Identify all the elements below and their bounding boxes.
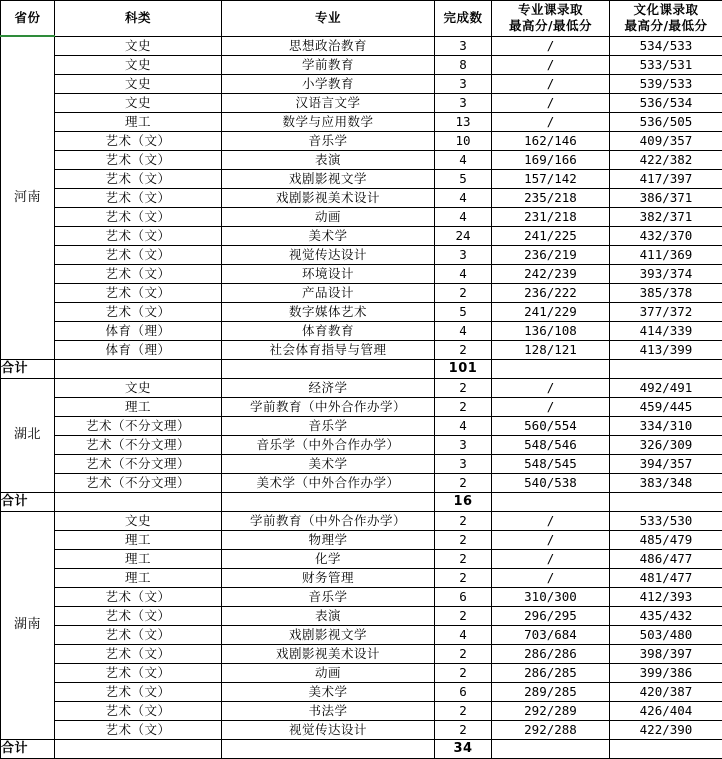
total-value: 34 <box>435 739 492 758</box>
prof-score-cell: 292/289 <box>492 701 610 720</box>
category-cell: 艺术（文） <box>55 606 222 625</box>
prof-score-cell: / <box>492 397 610 416</box>
total-empty <box>222 492 435 511</box>
category-cell: 艺术（不分文理） <box>55 454 222 473</box>
major-cell: 音乐学（中外合作办学） <box>222 435 435 454</box>
table-row <box>1 473 722 492</box>
completed-cell: 3 <box>435 435 492 454</box>
prof-score-cell: / <box>492 36 610 55</box>
category-cell: 艺术（文） <box>55 283 222 302</box>
completed-cell: 13 <box>435 112 492 131</box>
table-row <box>1 587 722 606</box>
prof-score-cell: 548/545 <box>492 454 610 473</box>
province-cell: 湖南 <box>1 511 55 739</box>
category-cell: 艺术（文） <box>55 720 222 739</box>
prof-score-cell: 231/218 <box>492 207 610 226</box>
cult-score-cell: 399/386 <box>610 663 722 682</box>
major-cell: 小学教育 <box>222 74 435 93</box>
prof-score-cell: 236/222 <box>492 283 610 302</box>
table-row <box>1 682 722 701</box>
cult-score-cell: 386/371 <box>610 188 722 207</box>
completed-cell: 24 <box>435 226 492 245</box>
prof-score-cell: 157/142 <box>492 169 610 188</box>
cult-score-cell: 422/382 <box>610 150 722 169</box>
cult-score-cell: 398/397 <box>610 644 722 663</box>
category-cell: 艺术（文） <box>55 188 222 207</box>
total-empty <box>492 492 610 511</box>
major-cell: 视觉传达设计 <box>222 720 435 739</box>
major-cell: 社会体育指导与管理 <box>222 340 435 359</box>
category-cell: 理工 <box>55 549 222 568</box>
prof-score-cell: / <box>492 549 610 568</box>
total-row <box>1 359 722 378</box>
completed-cell: 4 <box>435 150 492 169</box>
cult-score-cell: 393/374 <box>610 264 722 283</box>
major-cell: 音乐学 <box>222 416 435 435</box>
header-province: 省份 <box>1 1 55 37</box>
category-cell: 艺术（文） <box>55 587 222 606</box>
table-row <box>1 625 722 644</box>
header-prof-score-line2: 最高分/最低分 <box>492 18 609 34</box>
category-cell: 文史 <box>55 55 222 74</box>
table-row <box>1 511 722 530</box>
header-prof-score-line1: 专业课录取 <box>492 2 609 18</box>
category-cell: 艺术（文） <box>55 245 222 264</box>
prof-score-cell: 560/554 <box>492 416 610 435</box>
cult-score-cell: 481/477 <box>610 568 722 587</box>
major-cell: 经济学 <box>222 378 435 397</box>
table-row <box>1 112 722 131</box>
prof-score-cell: 128/121 <box>492 340 610 359</box>
table-row <box>1 131 722 150</box>
major-cell: 书法学 <box>222 701 435 720</box>
completed-cell: 4 <box>435 207 492 226</box>
category-cell: 艺术（文） <box>55 682 222 701</box>
total-empty <box>222 359 435 378</box>
category-cell: 艺术（不分文理） <box>55 473 222 492</box>
completed-cell: 2 <box>435 663 492 682</box>
prof-score-cell: / <box>492 511 610 530</box>
cult-score-cell: 492/491 <box>610 378 722 397</box>
major-cell: 财务管理 <box>222 568 435 587</box>
cult-score-cell: 536/505 <box>610 112 722 131</box>
major-cell: 体育教育 <box>222 321 435 340</box>
table-body <box>1 36 722 758</box>
cult-score-cell: 382/371 <box>610 207 722 226</box>
table-row <box>1 74 722 93</box>
major-cell: 学前教育（中外合作办学） <box>222 397 435 416</box>
completed-cell: 2 <box>435 720 492 739</box>
major-cell: 动画 <box>222 663 435 682</box>
cult-score-cell: 414/339 <box>610 321 722 340</box>
total-row <box>1 492 722 511</box>
cult-score-cell: 334/310 <box>610 416 722 435</box>
completed-cell: 4 <box>435 264 492 283</box>
cult-score-cell: 417/397 <box>610 169 722 188</box>
table-row <box>1 93 722 112</box>
major-cell: 音乐学 <box>222 131 435 150</box>
prof-score-cell: 292/288 <box>492 720 610 739</box>
cult-score-cell: 394/357 <box>610 454 722 473</box>
prof-score-cell: / <box>492 74 610 93</box>
cult-score-cell: 411/369 <box>610 245 722 264</box>
prof-score-cell: 310/300 <box>492 587 610 606</box>
category-cell: 理工 <box>55 568 222 587</box>
total-empty <box>55 739 222 758</box>
completed-cell: 2 <box>435 378 492 397</box>
category-cell: 理工 <box>55 530 222 549</box>
table-row <box>1 169 722 188</box>
prof-score-cell: 241/229 <box>492 302 610 321</box>
completed-cell: 2 <box>435 644 492 663</box>
table-row <box>1 378 722 397</box>
total-label: 合计 <box>1 739 55 758</box>
cult-score-cell: 459/445 <box>610 397 722 416</box>
table-row <box>1 226 722 245</box>
prof-score-cell: / <box>492 378 610 397</box>
header-completed: 完成数 <box>435 1 492 37</box>
prof-score-cell: 241/225 <box>492 226 610 245</box>
completed-cell: 2 <box>435 283 492 302</box>
major-cell: 戏剧影视美术设计 <box>222 644 435 663</box>
major-cell: 化学 <box>222 549 435 568</box>
completed-cell: 2 <box>435 606 492 625</box>
category-cell: 文史 <box>55 378 222 397</box>
header-cult-score <box>610 1 722 37</box>
cult-score-cell: 536/534 <box>610 93 722 112</box>
cult-score-cell: 377/372 <box>610 302 722 321</box>
major-cell: 物理学 <box>222 530 435 549</box>
completed-cell: 3 <box>435 245 492 264</box>
total-empty <box>492 739 610 758</box>
category-cell: 体育（理） <box>55 340 222 359</box>
cult-score-cell: 432/370 <box>610 226 722 245</box>
completed-cell: 6 <box>435 682 492 701</box>
completed-cell: 3 <box>435 454 492 473</box>
table-row <box>1 188 722 207</box>
category-cell: 文史 <box>55 511 222 530</box>
major-cell: 表演 <box>222 606 435 625</box>
total-empty <box>610 739 722 758</box>
major-cell: 戏剧影视美术设计 <box>222 188 435 207</box>
completed-cell: 6 <box>435 587 492 606</box>
header-category: 科类 <box>55 1 222 37</box>
cult-score-cell: 413/399 <box>610 340 722 359</box>
cult-score-cell: 326/309 <box>610 435 722 454</box>
completed-cell: 4 <box>435 416 492 435</box>
completed-cell: 3 <box>435 74 492 93</box>
category-cell: 理工 <box>55 112 222 131</box>
cult-score-cell: 486/477 <box>610 549 722 568</box>
table-row <box>1 568 722 587</box>
cult-score-cell: 485/479 <box>610 530 722 549</box>
prof-score-cell: / <box>492 93 610 112</box>
cult-score-cell: 435/432 <box>610 606 722 625</box>
cult-score-cell: 533/530 <box>610 511 722 530</box>
completed-cell: 2 <box>435 568 492 587</box>
table-row <box>1 264 722 283</box>
category-cell: 艺术（文） <box>55 302 222 321</box>
completed-cell: 4 <box>435 188 492 207</box>
prof-score-cell: / <box>492 530 610 549</box>
table-row <box>1 435 722 454</box>
major-cell: 美术学 <box>222 682 435 701</box>
prof-score-cell: 236/219 <box>492 245 610 264</box>
category-cell: 艺术（文） <box>55 226 222 245</box>
table-row <box>1 720 722 739</box>
prof-score-cell: 286/286 <box>492 644 610 663</box>
table-row <box>1 283 722 302</box>
total-value: 101 <box>435 359 492 378</box>
prof-score-cell: 235/218 <box>492 188 610 207</box>
table-row <box>1 207 722 226</box>
header-cult-score-line1: 文化课录取 <box>610 2 722 18</box>
completed-cell: 2 <box>435 397 492 416</box>
completed-cell: 2 <box>435 701 492 720</box>
prof-score-cell: 242/239 <box>492 264 610 283</box>
major-cell: 思想政治教育 <box>222 36 435 55</box>
prof-score-cell: 703/684 <box>492 625 610 644</box>
cult-score-cell: 385/378 <box>610 283 722 302</box>
cult-score-cell: 534/533 <box>610 36 722 55</box>
prof-score-cell: 289/285 <box>492 682 610 701</box>
total-empty <box>55 359 222 378</box>
prof-score-cell: 540/538 <box>492 473 610 492</box>
table-row <box>1 530 722 549</box>
prof-score-cell: 548/546 <box>492 435 610 454</box>
table-row <box>1 549 722 568</box>
prof-score-cell: 162/146 <box>492 131 610 150</box>
prof-score-cell: / <box>492 55 610 74</box>
table-row <box>1 55 722 74</box>
total-empty <box>222 739 435 758</box>
table-row <box>1 150 722 169</box>
completed-cell: 5 <box>435 302 492 321</box>
completed-cell: 4 <box>435 625 492 644</box>
major-cell: 戏剧影视文学 <box>222 169 435 188</box>
completed-cell: 3 <box>435 36 492 55</box>
table-row <box>1 606 722 625</box>
prof-score-cell: 169/166 <box>492 150 610 169</box>
table-row <box>1 454 722 473</box>
header-cult-score-line2: 最高分/最低分 <box>610 18 722 34</box>
completed-cell: 2 <box>435 511 492 530</box>
category-cell: 文史 <box>55 74 222 93</box>
total-label: 合计 <box>1 492 55 511</box>
total-empty <box>492 359 610 378</box>
prof-score-cell: 286/285 <box>492 663 610 682</box>
major-cell: 音乐学 <box>222 587 435 606</box>
category-cell: 艺术（文） <box>55 207 222 226</box>
major-cell: 环境设计 <box>222 264 435 283</box>
total-empty <box>610 492 722 511</box>
cult-score-cell: 539/533 <box>610 74 722 93</box>
completed-cell: 2 <box>435 473 492 492</box>
category-cell: 艺术（不分文理） <box>55 416 222 435</box>
prof-score-cell: / <box>492 112 610 131</box>
header-prof-score <box>492 1 610 37</box>
total-empty <box>55 492 222 511</box>
table-row <box>1 663 722 682</box>
category-cell: 文史 <box>55 36 222 55</box>
major-cell: 视觉传达设计 <box>222 245 435 264</box>
major-cell: 美术学（中外合作办学） <box>222 473 435 492</box>
completed-cell: 2 <box>435 549 492 568</box>
category-cell: 艺术（文） <box>55 663 222 682</box>
completed-cell: 2 <box>435 530 492 549</box>
table-row <box>1 36 722 55</box>
major-cell: 汉语言文学 <box>222 93 435 112</box>
total-label: 合计 <box>1 359 55 378</box>
category-cell: 艺术（不分文理） <box>55 435 222 454</box>
cult-score-cell: 409/357 <box>610 131 722 150</box>
table-row <box>1 701 722 720</box>
cult-score-cell: 533/531 <box>610 55 722 74</box>
category-cell: 文史 <box>55 93 222 112</box>
major-cell: 学前教育（中外合作办学） <box>222 511 435 530</box>
cult-score-cell: 383/348 <box>610 473 722 492</box>
category-cell: 艺术（文） <box>55 701 222 720</box>
cult-score-cell: 420/387 <box>610 682 722 701</box>
category-cell: 艺术（文） <box>55 169 222 188</box>
category-cell: 艺术（文） <box>55 131 222 150</box>
cult-score-cell: 503/480 <box>610 625 722 644</box>
table-row <box>1 644 722 663</box>
category-cell: 艺术（文） <box>55 625 222 644</box>
major-cell: 美术学 <box>222 454 435 473</box>
total-empty <box>610 359 722 378</box>
province-cell: 湖北 <box>1 378 55 492</box>
major-cell: 数字媒体艺术 <box>222 302 435 321</box>
cult-score-cell: 426/404 <box>610 701 722 720</box>
major-cell: 产品设计 <box>222 283 435 302</box>
category-cell: 理工 <box>55 397 222 416</box>
province-cell: 河南 <box>1 36 55 359</box>
major-cell: 动画 <box>222 207 435 226</box>
total-row <box>1 739 722 758</box>
total-value: 16 <box>435 492 492 511</box>
major-cell: 美术学 <box>222 226 435 245</box>
table-row <box>1 416 722 435</box>
table-row <box>1 321 722 340</box>
completed-cell: 8 <box>435 55 492 74</box>
major-cell: 学前教育 <box>222 55 435 74</box>
prof-score-cell: 136/108 <box>492 321 610 340</box>
category-cell: 体育（理） <box>55 321 222 340</box>
major-cell: 戏剧影视文学 <box>222 625 435 644</box>
table-row <box>1 340 722 359</box>
category-cell: 艺术（文） <box>55 644 222 663</box>
prof-score-cell: / <box>492 568 610 587</box>
header-major: 专业 <box>222 1 435 37</box>
major-cell: 表演 <box>222 150 435 169</box>
table-row <box>1 302 722 321</box>
prof-score-cell: 296/295 <box>492 606 610 625</box>
completed-cell: 2 <box>435 340 492 359</box>
completed-cell: 4 <box>435 321 492 340</box>
completed-cell: 5 <box>435 169 492 188</box>
header-row <box>1 1 722 37</box>
table-row <box>1 397 722 416</box>
table-row <box>1 245 722 264</box>
completed-cell: 10 <box>435 131 492 150</box>
completed-cell: 3 <box>435 93 492 112</box>
category-cell: 艺术（文） <box>55 264 222 283</box>
major-cell: 数学与应用数学 <box>222 112 435 131</box>
cult-score-cell: 412/393 <box>610 587 722 606</box>
category-cell: 艺术（文） <box>55 150 222 169</box>
cult-score-cell: 422/390 <box>610 720 722 739</box>
